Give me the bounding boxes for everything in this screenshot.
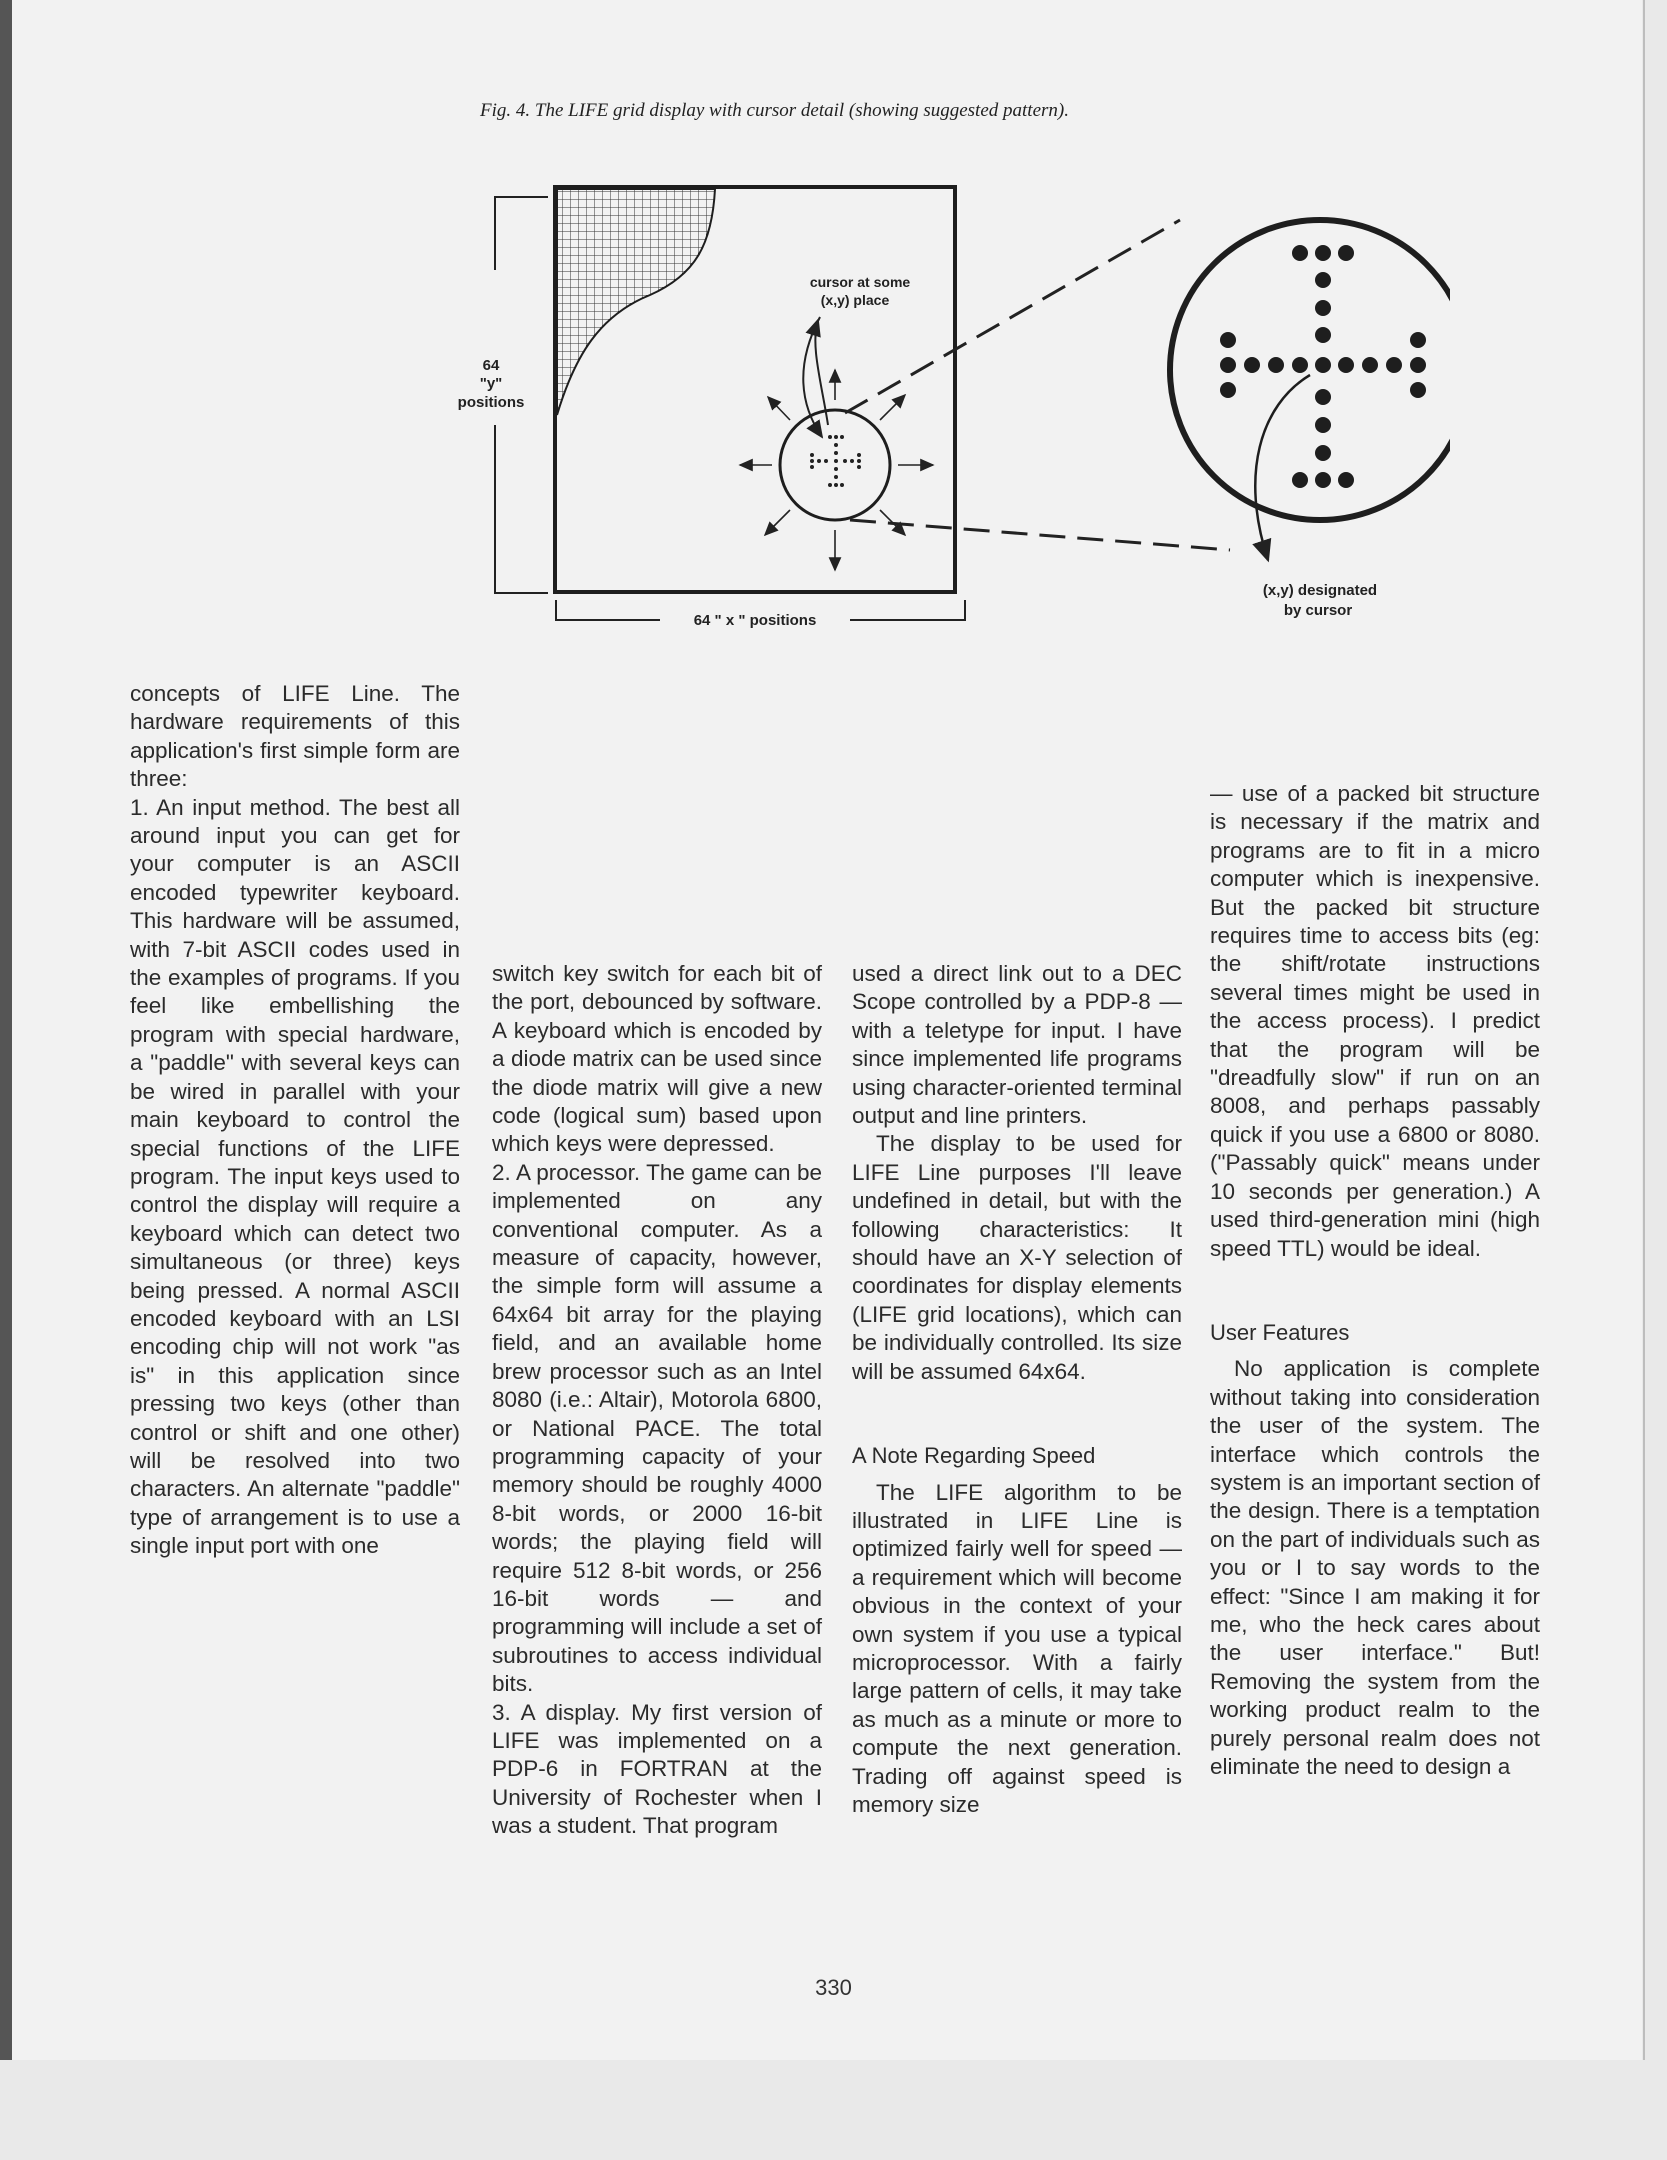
paragraph: The display to be used for LIFE Line purposes I'll leave undefined in detail, but with the following characteristics: It should have an X-Y selection of coordinates for display elements (LIFE grid locations), which can be individually controlled. Its size will be assumed 64x64.	[852, 1131, 1182, 1384]
zoom-line-bottom	[850, 520, 1230, 550]
section-heading: User Features	[1210, 1319, 1350, 1345]
figure-caption: Fig. 4. The LIFE grid display with cursor detail (showing suggested pattern).	[480, 100, 1069, 121]
paragraph: No application is complete without taking into consideration the user of the system. The interface which controls the system is an important section of the design. There is a temptation on the part of individuals such as you or I to say words to the effect: "Since I am making it for me, who the heck cares about the user interface." But! Removing the system from the working product realm to the purely personal realm does not eliminate the need to design a	[1210, 1356, 1540, 1779]
paragraph: — use of a packed bit structure is necessary if the matrix and programs are to fit in a micro computer which is inexpensive. But the packed bit structure requires time to access bits (eg: the shift/rotate instructions several times might be used in the access process). I predict that the program will be "dreadfully slow" if run on an 8008, and perhaps passably quick if you use a 6800 or 8080. ("Passably quick" means under 10 seconds per generation.) A used third-generation mini (high speed TTL) would be ideal.	[1210, 781, 1540, 1261]
paragraph: 2. A processor. The game can be implemented on any conventional computer. As a measure of capacity, however, the simple form will assume a 64x64 bit array for the playing field, and an available home brew processor such as an Intel 8080 (i.e.: Altair), Motorola 6800, or National PACE. The total programming capacity of your memory should be roughly 4000 8-bit words, or 2000 16-bit words; the playing field will require 512 8-bit words, or 256 16-bit words — and programming will include a set of subroutines to access individual bits.	[492, 1159, 822, 1697]
page-edge-right	[1643, 0, 1645, 2060]
cursor-label-line2: (x,y) place	[820, 292, 890, 308]
page-number: 330	[815, 1975, 852, 2000]
paragraph: switch key switch for each bit of the port, debounced by software. A keyboard which is encoded by a diode matrix can be used since the diode matrix will give a new code (logical sum) based upon which keys were depressed.	[492, 961, 822, 1157]
designated-label-line2: by cursor	[1283, 602, 1353, 619]
cursor-up-arrow	[815, 320, 828, 425]
cursor-circle-small	[780, 410, 890, 520]
cursor-pattern-large	[1220, 245, 1426, 488]
y-bracket-top	[495, 197, 548, 270]
text-column-3	[852, 960, 1182, 1819]
designated-label-line1: (x,y) designated	[1262, 582, 1378, 599]
text-column-1	[130, 680, 460, 1561]
life-grid-diagram	[450, 175, 1450, 655]
cursor-pattern-small	[810, 435, 861, 487]
paragraph: concepts of LIFE Line. The hardware requirements of this application's first simple form are three:	[130, 681, 460, 792]
y-label-y: "y"	[479, 375, 503, 392]
cursor-label-line1: cursor at some	[809, 274, 911, 290]
x-bracket-right	[850, 600, 965, 620]
text-column-2	[492, 960, 822, 1841]
x-bracket-left	[556, 600, 660, 620]
grid-hatch-corner	[557, 189, 715, 415]
page-edge-left	[0, 0, 12, 2060]
y-label-64: 64	[482, 357, 500, 374]
cursor-circle-large	[1170, 220, 1450, 520]
zoom-line-top	[845, 220, 1180, 413]
paragraph: 1. An input method. The best all around input you can get for your computer is an ASCII encoded typewriter keyboard. This hardware will be assumed, with 7-bit ASCII codes used in the examples of programs. If you feel like embellishing the program with special hardware, a "paddle" with several keys can be wired in parallel with your main keyboard to control the special functions of the LIFE program. The input keys used to control the display will require a keyboard which can detect two simultaneous (or three) keys being pressed. A normal ASCII encoded keyboard with an LSI encoding chip will not work "as is" in this application since pressing two keys (other than control or shift and one other) will be resolved into two characters. An alternate "paddle" type of arrangement is to use a single input port with one	[130, 794, 460, 1559]
x-label: 64 " x " positions	[693, 612, 817, 629]
spacer	[1210, 1263, 1540, 1319]
paragraph: The LIFE algorithm to be illustrated in LIFE Line is optimized fairly well for speed — a requirement which will become obvious in the context of your own system if you use a typical microprocessor. With a fairly large pattern of cells, it may take as much as a minute or more to compute the next generation. Trading off against speed is memory size	[852, 1479, 1182, 1817]
paragraph: used a direct link out to a DEC Scope controlled by a PDP-8 — with a teletype for input. I have since implemented life programs using character-oriented terminal output and line printers.	[852, 961, 1182, 1129]
spacer	[852, 1386, 1182, 1442]
text-column-4	[1210, 780, 1540, 1781]
y-bracket-bottom	[495, 425, 548, 593]
paragraph: 3. A display. My first version of LIFE was implemented on a PDP-6 in FORTRAN at the University of Rochester when I was a student. That program	[492, 1699, 822, 1839]
y-label-positions: positions	[457, 394, 525, 411]
designated-arrow	[1255, 375, 1310, 560]
life-grid-figure	[450, 175, 1450, 660]
section-heading: A Note Regarding Speed	[852, 1443, 1096, 1469]
